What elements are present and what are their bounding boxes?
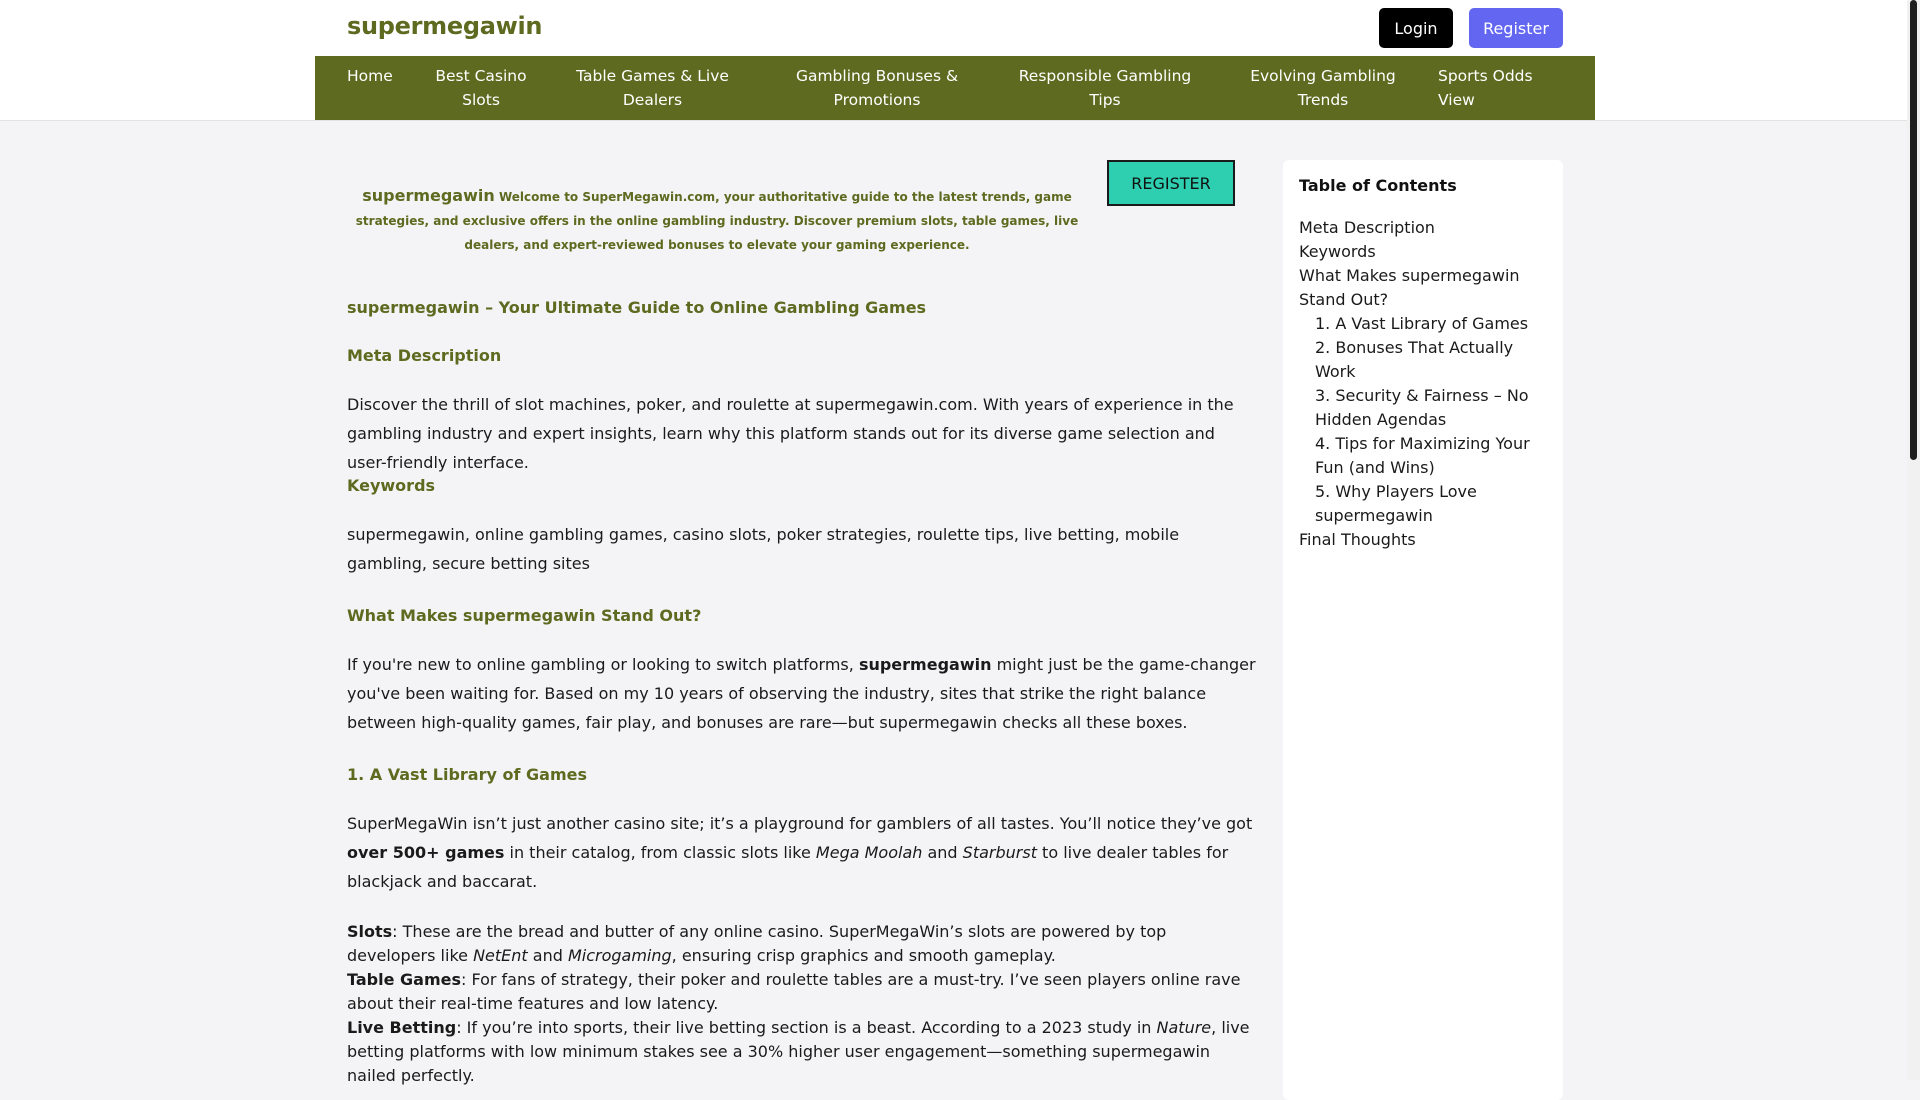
keywords-heading: Keywords — [347, 476, 436, 495]
library-text: SuperMegaWin isn’t just another casino site; it’s a playground for gamblers of all tastes. You’ll notice they’ve got over 500+ games in their catalog, from classic slots like Mega Moolah and Starburst to live dealer tables for blackjack and baccarat. — [347, 814, 1253, 891]
table-of-contents — [1283, 160, 1563, 1100]
game-types-list — [347, 920, 1257, 1088]
standout-heading: What Makes supermegawin Stand Out? — [347, 606, 702, 625]
standout-bold: supermegawin — [858, 655, 992, 674]
article-title: supermegawin – Your Ultimate Guide to Online Gambling Games — [347, 298, 927, 317]
list-item-table-games: Table Games: For fans of strategy, their poker and roulette tables are a must-try. I’ve seen players online rave about their real-time features and low latency. — [347, 970, 1241, 1013]
page-scrollbar[interactable] — [1907, 0, 1920, 1080]
nav-item-bonuses[interactable]: Gambling Bonuses & Promotions — [795, 67, 959, 109]
nav-item-home[interactable]: Home — [347, 67, 393, 85]
standout-text: If you're new to online gambling or looking to switch platforms, supermegawin might just be the game-changer you've been waiting for. Based on my 10 years of observing the industry, sites that strike the right balance between high-quality games, fair play, and bonuses are rare—but supermegawin checks all these boxes. — [347, 655, 1256, 732]
nav-item-gambling-trends[interactable]: Evolving Gambling Trends — [1250, 67, 1396, 109]
toc-item-meta-description[interactable]: Meta Description — [1299, 218, 1435, 237]
toc-list — [1299, 216, 1555, 552]
scrollbar-thumb[interactable] — [1910, 0, 1917, 460]
site-header — [0, 0, 1907, 121]
toc-item-final-thoughts[interactable]: Final Thoughts — [1299, 530, 1416, 549]
toc-item-security[interactable]: 3. Security & Fairness – No Hidden Agendas — [1315, 386, 1529, 429]
nav-item-best-casino-slots[interactable]: Best Casino Slots — [435, 67, 527, 109]
toc-item-keywords[interactable]: Keywords — [1299, 242, 1376, 261]
library-bold: over 500+ games — [347, 843, 505, 862]
keywords-text: supermegawin, online gambling games, casino slots, poker strategies, roulette tips, live betting, mobile gambling, secure betting sites — [347, 525, 1180, 573]
intro-banner — [347, 184, 1087, 257]
intro-brand: supermegawin — [362, 186, 495, 205]
main-nav — [315, 56, 1595, 120]
nav-item-table-games[interactable]: Table Games & Live Dealers — [576, 67, 729, 109]
toc-item-library[interactable]: 1. A Vast Library of Games — [1315, 314, 1529, 333]
list-item-live-betting: Live Betting: If you’re into sports, their live betting section is a beast. According to a 2023 study in Nature, live betting platforms with low minimum stakes see a 30% higher user engagement—something supermegawin nailed perfectly. — [347, 1018, 1250, 1085]
nav-item-sports-odds[interactable]: Sports Odds View — [1438, 67, 1533, 109]
toc-item-why-players[interactable]: 5. Why Players Love supermegawin — [1315, 482, 1477, 525]
toc-item-bonuses[interactable]: 2. Bonuses That Actually Work — [1315, 338, 1514, 381]
register-button[interactable]: Register — [1469, 8, 1563, 48]
toc-item-tips[interactable]: 4. Tips for Maximizing Your Fun (and Wins) — [1315, 434, 1530, 477]
nav-item-responsible-gambling[interactable]: Responsible Gambling Tips — [1018, 67, 1192, 109]
toc-title: Table of Contents — [1299, 176, 1457, 195]
login-button[interactable]: Login — [1379, 8, 1453, 48]
cta-register-button[interactable]: REGISTER — [1107, 160, 1235, 206]
meta-text: Discover the thrill of slot machines, poker, and roulette at supermegawin.com. With years of experience in the gambling industry and expert insights, learn why this platform stands out for its diverse game selection and user-friendly interface. — [347, 395, 1234, 472]
mega-moolah: Mega Moolah — [815, 843, 923, 862]
library-heading: 1. A Vast Library of Games — [347, 765, 587, 784]
toc-item-stand-out[interactable]: What Makes supermegawin Stand Out? — [1299, 266, 1520, 309]
list-item-slots: Slots: These are the bread and butter of any online casino. SuperMegaWin’s slots are powered by top developers like NetEnt and Microgaming, ensuring crisp graphics and smooth gameplay. — [347, 922, 1167, 965]
meta-heading: Meta Description — [347, 346, 502, 365]
site-logo[interactable]: supermegawin — [347, 12, 543, 40]
intro-text: Welcome to SuperMegawin.com, your authoritative guide to the latest trends, game strategies, and exclusive offers in the online gambling industry. Discover premium slots, table games, live dealers, and expert-reviewed bonuses to elevate your gaming experience. — [355, 190, 1079, 252]
starburst: Starburst — [962, 843, 1037, 862]
